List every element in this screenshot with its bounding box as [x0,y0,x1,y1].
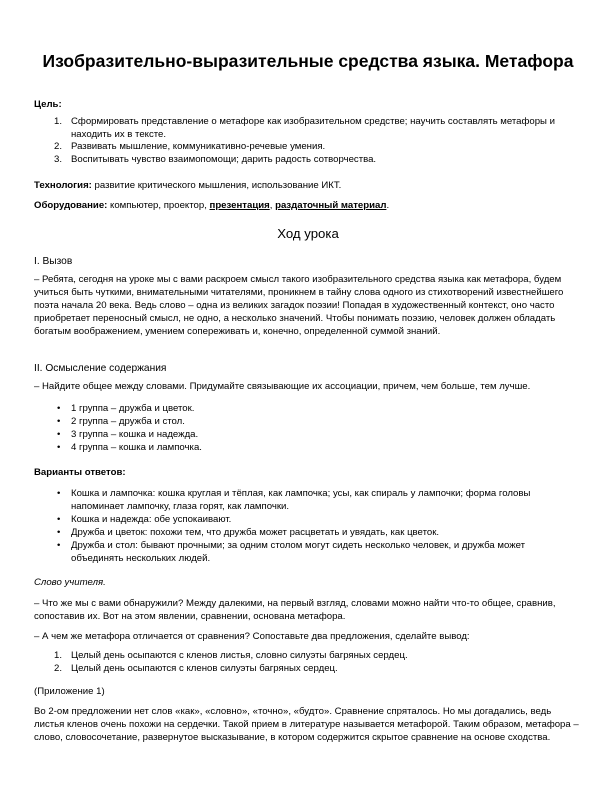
equipment-line [34,199,389,212]
bullet-icon: • [57,488,61,499]
group-item-2: 2 группа – дружба и стол. [71,416,185,427]
variant-item-2: Кошка и надежда: обе успокаивают. [71,514,232,525]
sentence-item-1: Целый день осыпаются с кленов листья, словно силуэты багряных сердец. [71,650,408,661]
teacher-paragraph-2: – А чем же метафора отличается от сравнения? Сопоставьте два предложения, сделайте вывод: [34,631,470,642]
teacher-paragraph-1: – Что же мы с вами обнаружили? Между далекими, на первый взгляд, словами можно найти что-то общее, сравнив, сопоставив их. Вот на этом явлении, сравнении, основана метафора. [34,598,556,622]
technology-label: Технология: [34,180,92,191]
teacher-word-label: Слово учителя. [34,577,106,588]
sentence-number-1: 1. [54,650,63,661]
group-item-4: 4 группа – кошка и лампочка. [71,442,202,453]
goal-number-1: 1. [54,116,63,127]
equipment-separator: , [269,200,276,211]
variants-label: Варианты ответов: [34,467,126,478]
sentence-number-2: 2. [54,663,63,674]
equipment-label: Оборудование: [34,200,108,211]
section-2-heading: II. Осмысление содержания [34,363,167,374]
section-1-paragraph: – Ребята, сегодня на уроке мы с вами раскроем смысл такого изобразительного средства языка как метафора, будем учиться быть чуткими, внимательными читателями, проникнем в тайну слова одного из стихотворений известнейшего поэта начала 20 века. Ведь слово – одна из великих загадок поэзии! Попадая в художественный контекст, оно часто приобретает переносный смысл, не одно, а несколько значений. Чтобы понимать поэзию, человек должен обладать богатым воображением, умением сопереживать и, конечно, определенной суммой знаний. [34,274,564,337]
bullet-icon: • [57,442,61,453]
group-item-1: 1 группа – дружба и цветок. [71,403,195,414]
goal-label: Цель: [34,99,62,110]
variant-item-3: Дружба и цветок: похожи тем, что дружба может расцветать и увядать, как цветок. [71,527,440,538]
equipment-end: . [386,200,390,211]
bullet-icon: • [57,429,61,440]
lesson-heading: Ход урока [277,226,339,241]
technology-text: развитие критического мышления, использование ИКТ. [91,180,342,191]
goal-item-2: Развивать мышление, коммуникативно-речевые умения. [71,141,326,152]
goal-number-3: 3. [54,154,63,165]
bullet-icon: • [57,527,61,538]
goal-item-3: Воспитывать чувство взаимопомощи; дарить радость сотворчества. [71,154,377,165]
goal-number-2: 2. [54,141,63,152]
appendix-note: (Приложение 1) [34,686,105,697]
handout-link[interactable]: раздаточный материал [275,200,387,211]
sentence-item-2: Целый день осыпаются с кленов силуэты багряных сердец. [71,663,338,674]
page-title: Изобразительно-выразительные средства языка. Метафора [42,51,574,71]
group-item-3: 3 группа – кошка и надежда. [71,429,199,440]
bullet-icon: • [57,416,61,427]
section-1-heading: I. Вызов [34,256,73,267]
technology-line [34,179,341,192]
variant-item-1: Кошка и лампочка: кошка круглая и тёплая, как лампочка; усы, как спираль у лампочки; форма головы напоминает лампочку, глаза горят, как лампочки. [71,488,531,512]
conclusion-paragraph: Во 2-ом предложении нет слов «как», «словно», «точно», «будто». Сравнение спряталось. Но мы догадались, ведь листья кленов очень похожи на сердечки. Такой прием в литературе называется метафорой. Таким образом, метафора – слово, словосочетание, развернутое высказывание, в котором содержится скрытое сравнение на основе сходства. [34,706,579,743]
bullet-icon: • [57,540,61,551]
section-2-paragraph: – Найдите общее между словами. Придумайте связывающие их ассоциации, причем, чем больше, тем лучше. [34,381,531,392]
bullet-icon: • [57,514,61,525]
goal-item-1: Сформировать представление о метафоре как изобразительном средстве; научить составлять метафоры и находить их в тексте. [71,116,555,140]
presentation-link[interactable]: презентация [209,200,270,211]
equipment-text: компьютер, проектор, [107,200,210,211]
variant-item-4: Дружба и стол: бывают прочными; за одним столом могут сидеть несколько человек, и дружба может объединять нескольких людей. [71,540,526,564]
bullet-icon: • [57,403,61,414]
